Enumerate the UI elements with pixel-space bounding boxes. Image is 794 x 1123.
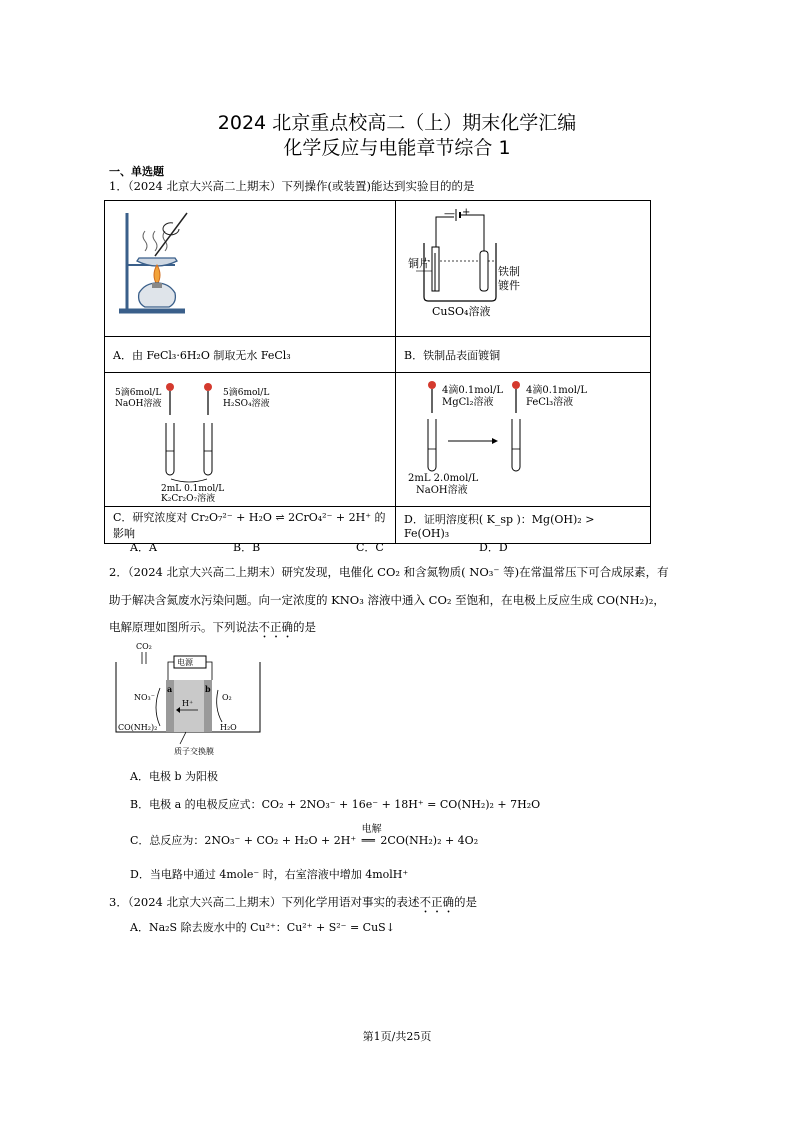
d-drop-left-2: MgCl₂溶液 [442,397,494,408]
c-drop-right-1: 5滴6mol/L [223,388,270,398]
flame [154,265,160,285]
q3-option-a: A．Na₂S 除去废水中的 Cu²⁺：Cu²⁺ + S²⁻ = CuS↓ [130,921,395,934]
h2o-label: H₂O [220,723,237,732]
c-drop-right-2: H₂SO₄溶液 [223,399,270,409]
q2-option-a: A．电极 b 为阳极 [130,770,218,783]
iron-electrode [480,251,488,291]
c-drop-left-1: 5滴6mol/L [115,388,162,398]
cell-c-label: C．研究浓度对 Cr₂O₇²⁻ + H₂O ⇌ 2CrO₄²⁻ + 2H⁺ 的影响 [105,507,396,544]
cell-b-label: B．铁制品表面镀铜 [396,337,651,373]
c-tube-label-2: K₂Cr₂O₇溶液 [161,494,216,503]
d-drop-right-1: 4滴0.1mol/L [526,385,587,396]
label-b: b [205,684,211,694]
d-tube-label-2: NaOH溶液 [416,485,468,496]
membrane-label: 质子交换膜 [174,747,214,756]
test-tube-right [204,423,212,475]
q1-option-c: C．C [356,541,384,554]
battery-pos: + [462,207,471,218]
hplus-label: H⁺ [182,699,194,708]
figure-b-cell [396,201,651,337]
title-line-1: 2024 北京重点校高二（上）期末化学汇编 [217,112,577,134]
test-tube-d-left [428,419,436,471]
electrolysis-figure [110,640,270,762]
label-a: a [167,684,173,694]
evaporation-apparatus-figure [105,201,395,333]
section-label: 一、单选题 [109,165,164,178]
copper-plating-figure [396,201,650,333]
ksp-figure [396,373,650,503]
o2-label: O₂ [222,693,232,702]
q2-option-c: C．总反应为：2NO₃⁻ + CO₂ + H₂O + 2H⁺ 电解 ══ 2CO(NH₂)₂ + 4O₂ [130,824,479,847]
steam-lines [143,231,167,251]
iron-label-1: 铁制 [498,265,520,278]
dropper-bulb-d-right [512,381,520,389]
cuso4-label: CuSO₄溶液 [432,305,491,318]
emphasis-not-correct: 不正确 [258,620,293,634]
page-footer: 第1页/共25页 [362,1030,432,1043]
dropper-bulb-right [204,383,212,391]
dichromate-figure [105,373,395,503]
test-tube-left [166,423,174,475]
lamp-wick-holder [152,283,162,288]
q2-option-d: D．当电路中通过 4mole⁻ 时，右室溶液中增加 4molH⁺ [130,868,409,881]
figure-c-cell [105,373,396,507]
no3-label: NO₃⁻ [134,693,155,702]
q1-option-a: A．A [130,541,157,554]
dropper-bulb-left [166,383,174,391]
figure-d-cell [396,373,651,507]
c-drop-left-2: NaOH溶液 [115,399,162,409]
title-line-2: 化学反应与电能章节综合 1 [283,137,511,159]
co2-label: CO₂ [136,642,152,651]
d-tube-label-1: 2mL 2.0mol/L [408,473,479,484]
q1-option-b: B．B [233,541,261,554]
test-tube-d-right [512,419,520,471]
electrolysis-condition: 电解 ══ [361,824,382,847]
q2-line-2: 助于解决含氮废水污染问题。向一定浓度的 KNO₃ 溶液中通入 CO₂ 至饱和，在电极上反应生成 CO(NH₂)₂， [109,593,665,607]
urea-label: CO(NH₂)₂ [118,723,158,732]
copper-label-1: 铜片 [408,257,430,270]
experiment-table [104,200,651,544]
q2-line-3: 电解原理如图所示。下列说法不正确的是 [109,620,316,634]
d-drop-right-2: FeCl₃溶液 [526,397,574,408]
stir-arrow [163,223,179,235]
iron-label-2: 镀件 [498,279,520,292]
q1-option-d: D．D [479,541,508,554]
cell-a-label: A．由 FeCl₃·6H₂O 制取无水 FeCl₃ [105,337,396,373]
q2-option-b: B．电极 a 的电极反应式：CO₂ + 2NO₃⁻ + 16e⁻ + 18H⁺ = CO(NH₂)₂ + 7H₂O [130,798,541,811]
cell-d-label: D．证明溶度积( K_sp )：Mg(OH)₂ > Fe(OH)₃ [396,507,651,544]
question-1-stem: 1．（2024 北京大兴高二上期末）下列操作(或装置)能达到实验目的的是 [109,179,475,193]
power-label: 电源 [177,658,193,667]
battery-neg: — [444,207,455,220]
d-drop-left-1: 4滴0.1mol/L [442,385,503,396]
q2-line-1: 2．（2024 北京大兴高二上期末）研究发现，电催化 CO₂ 和含氮物质( NO₃⁻ 等)在常温常压下可合成尿素，有 [109,565,669,579]
q3-stem: 3．（2024 北京大兴高二上期末）下列化学用语对事实的表述不正确的是 [109,895,477,909]
figure-a-cell [105,201,396,337]
c-tube-label-1: 2mL 0.1mol/L [161,484,225,494]
dropper-bulb-d-left [428,381,436,389]
